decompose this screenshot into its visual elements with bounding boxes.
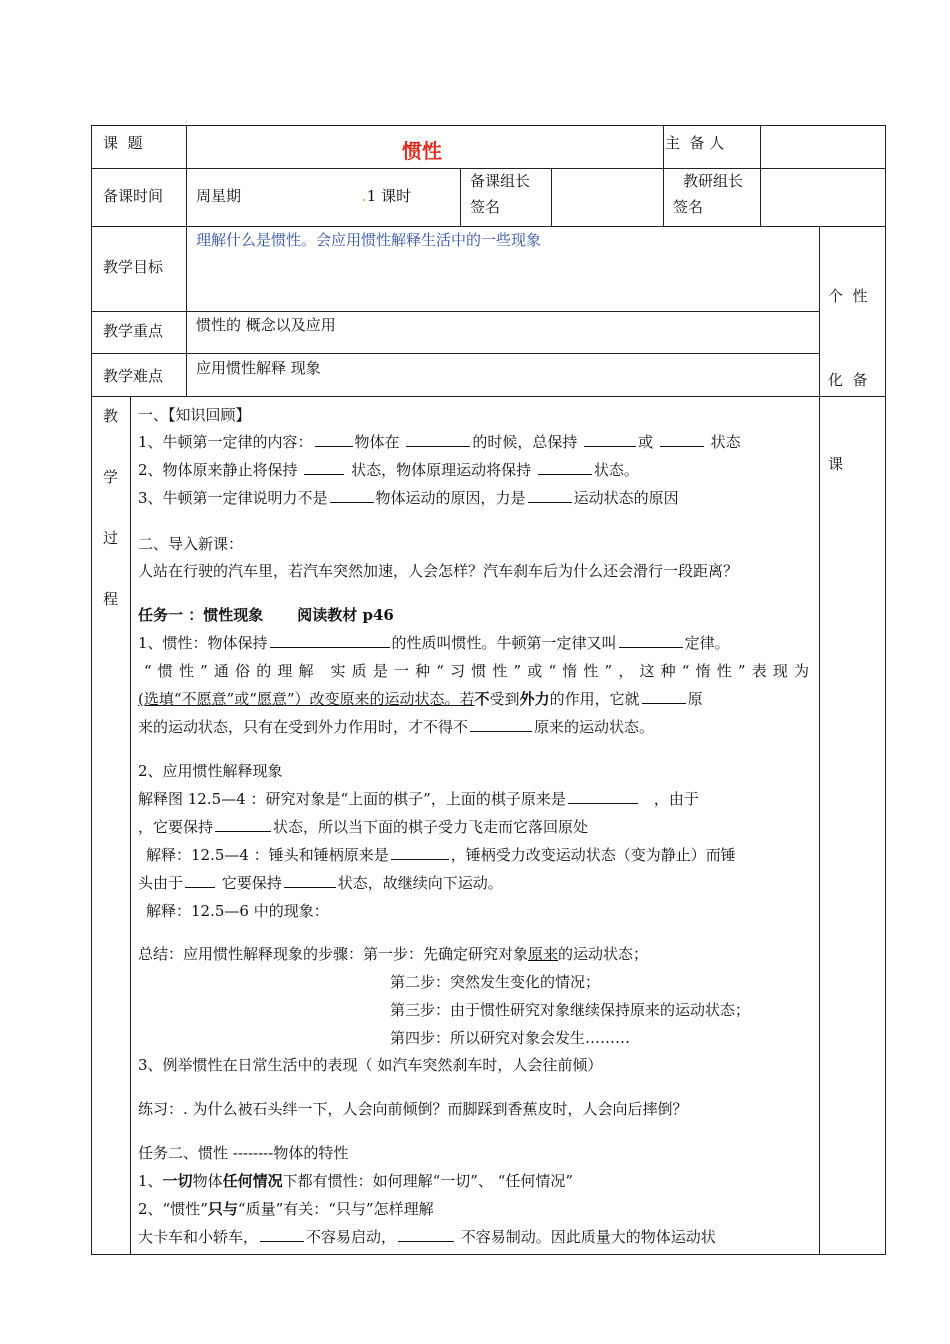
topic-label: 课 题 — [103, 134, 143, 152]
col-divider — [551, 168, 552, 226]
col-divider — [130, 396, 131, 1254]
row-divider — [91, 311, 819, 312]
task1-sub3: 3、例举惯性在日常生活中的表现（ 如汽车突然刹车时，人会往前倾） — [138, 1056, 603, 1074]
summary-step3: 第三步：由于惯性研究对象继续保持原来的运动状态； — [390, 1001, 751, 1019]
task1-ex3: 解释：12.5—6 中的现象： — [146, 902, 329, 920]
difficulties-label: 教学难点 — [103, 367, 164, 385]
task1-heading: 任务一 ：惯性现象 阅读教材 p46 — [138, 606, 394, 624]
process-label-4: 程 — [103, 590, 119, 608]
task1-p2-line2: (选填“不愿意”或“愿意”）改变原来的运动状态。若不受到外力的作用，它就 原 — [138, 690, 703, 708]
goals-label: 教学目标 — [103, 258, 164, 276]
process-label-1: 教 — [103, 407, 119, 425]
task1-ex2-line1: 解释：12.5—4 ：锤头和锤柄原来是 ，锤柄受力改变运动状态（变为静止）而锤 — [146, 846, 736, 864]
review-q2: 2、物体原来静止将保持 状态，物体原理运动将保持 状态。 — [138, 461, 639, 479]
col-divider — [663, 125, 664, 226]
time-label: 备课时间 — [103, 187, 164, 205]
page-title: 惯性 — [402, 139, 442, 163]
personalized-label: 个 性 化 备 课 — [828, 287, 868, 473]
research-sign-label: 教研组长 签名 — [673, 172, 744, 216]
col-divider — [760, 125, 761, 226]
table-border-left — [91, 125, 92, 1255]
task1-p2-line3: 来的运动状态，只有在受到外力作用时，才不得不 原来的运动状态。 — [138, 718, 655, 736]
intro-heading: 二、导入新课： — [138, 535, 244, 553]
task2-p2: 2、“惯性”只与“质量”有关：“只与”怎样理解 — [138, 1200, 434, 1218]
col-divider — [186, 125, 187, 396]
process-label-3: 过 — [103, 529, 119, 547]
row-divider — [91, 396, 886, 397]
review-q3: 3、牛顿第一定律说明力不是 物体运动的原因，力是 运动状态的原因 — [138, 489, 679, 507]
row-divider — [91, 353, 819, 354]
task1-p2-line1: “惯性”通俗的理解 实质是一种“习惯性”或“惰性”，这种“惰性”表现为 — [144, 662, 809, 680]
task1-ex1-line2: ，它要保持 状态，所以当下面的棋子受力飞走而它落回原处 — [138, 818, 589, 836]
task2-heading: 任务二、惯性 --------物体的特性 — [138, 1144, 349, 1162]
col-divider — [460, 168, 461, 226]
row-divider — [91, 226, 886, 227]
task2-p1: 1、一切物体任何情况下都有惯性：如何理解“一切”、 “任何情况” — [138, 1172, 574, 1190]
table-border-right — [885, 125, 886, 1255]
task1-ex2-line2: 头由于 它要保持 状态，故继续向下运动。 — [138, 874, 503, 892]
task2-p3: 大卡车和小轿车， 不容易启动， 不容易制动。因此质量大的物体运动状 — [138, 1228, 716, 1246]
summary-step2: 第二步：突然发生变化的情况； — [390, 973, 601, 991]
leader-sign-label: 备课组长 签名 — [470, 172, 531, 216]
table-border-bottom — [91, 1254, 886, 1255]
summary-step1: 总结：应用惯性解释现象的步骤：第一步：先确定研究对象原来的运动状态； — [138, 945, 649, 963]
task1-ex1-line1: 解释图 12.5—4 ：研究对象是“上面的棋子”，上面的棋子原来是 ，由于 — [138, 790, 699, 808]
key-points-label: 教学重点 — [103, 322, 164, 340]
practice: 练习：. 为什么被石头绊一下，人会向前倾倒？而脚踩到香蕉皮时，人会向后摔倒？ — [138, 1100, 688, 1118]
weekday: 周星期 — [196, 187, 242, 205]
preparer-label: 主 备 人 — [665, 134, 725, 152]
intro-text: 人站在行驶的汽车里，若汽车突然加速，人会怎样？汽车刹车后为什么还会滑行一段距离？ — [138, 562, 739, 580]
table-border-top — [91, 125, 886, 126]
goals-text: 理解什么是惯性。会应用惯性解释生活中的一些现象 — [196, 231, 542, 249]
process-label-2: 学 — [103, 468, 119, 486]
period: .1 课时 — [362, 187, 412, 205]
key-points-text: 惯性的 概念以及应用 — [196, 316, 336, 334]
review-q1: 1、牛顿第一定律的内容： 物体在 的时候，总保持 或 状态 — [138, 433, 741, 451]
review-heading: 一、【知识回顾】 — [138, 406, 251, 424]
task1-p1: 1、惯性：物体保持 的性质叫惯性。牛顿第一定律又叫 定律。 — [138, 634, 730, 652]
summary-step4: 第四步：所以研究对象会发生……… — [390, 1029, 631, 1047]
col-divider — [819, 226, 820, 1255]
task1-sub2-heading: 2、应用惯性解释现象 — [138, 762, 283, 780]
difficulties-text: 应用惯性解释 现象 — [196, 359, 321, 377]
